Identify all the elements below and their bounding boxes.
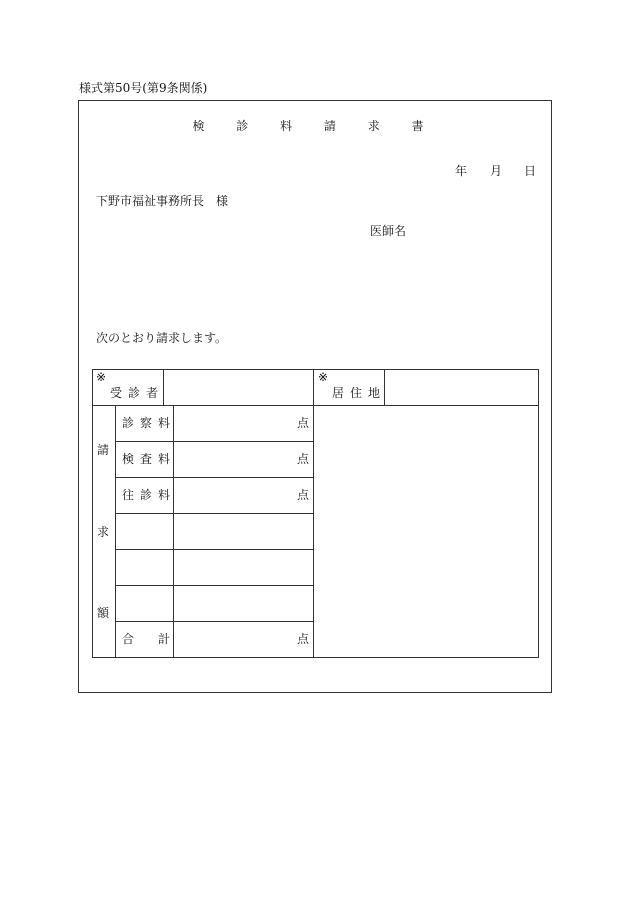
item-label-consultation-fee: 診察料 [122, 416, 177, 430]
row-divider [115, 585, 314, 586]
patient-note-mark: ※ [96, 370, 107, 384]
row-divider [115, 549, 314, 550]
total-label-part2: 計 [158, 632, 171, 646]
row-divider [115, 441, 314, 442]
side-label-char: 求 [97, 525, 110, 539]
table-border-left [92, 369, 93, 658]
table-border-right [538, 369, 539, 658]
points-unit: 点 [297, 488, 310, 502]
side-label-char: 請 [97, 443, 110, 457]
form-number-label: 様式第50号(第9条関係) [79, 81, 208, 95]
item-label-examination-fee: 検査料 [122, 452, 177, 466]
residence-label: 居住地 [332, 386, 387, 400]
row-divider [115, 513, 314, 514]
side-label-char: 額 [97, 606, 110, 620]
residence-note-mark: ※ [318, 370, 329, 384]
row-divider [115, 477, 314, 478]
header-row-divider [92, 405, 539, 406]
points-unit: 点 [297, 452, 310, 466]
doctor-name-label: 医師名 [370, 224, 407, 238]
table-border-bottom [92, 657, 539, 658]
total-points-unit: 点 [297, 632, 310, 646]
residence-field[interactable] [385, 370, 538, 405]
item-label-home-visit-fee: 往診料 [122, 488, 177, 502]
patient-label: 受診者 [110, 386, 165, 400]
date-month-label: 月 [490, 164, 503, 178]
total-label-part1: 合 [122, 632, 135, 646]
addressee: 下野市福祉事務所長 様 [96, 194, 229, 208]
row-divider [115, 621, 314, 622]
date-year-label: 年 [455, 164, 468, 178]
points-unit: 点 [297, 416, 310, 430]
date-day-label: 日 [524, 164, 537, 178]
document-title: 検 診 料 請 求 書 [192, 119, 438, 133]
patient-name-field[interactable] [164, 370, 313, 405]
request-statement: 次のとおり請求します。 [96, 331, 228, 345]
